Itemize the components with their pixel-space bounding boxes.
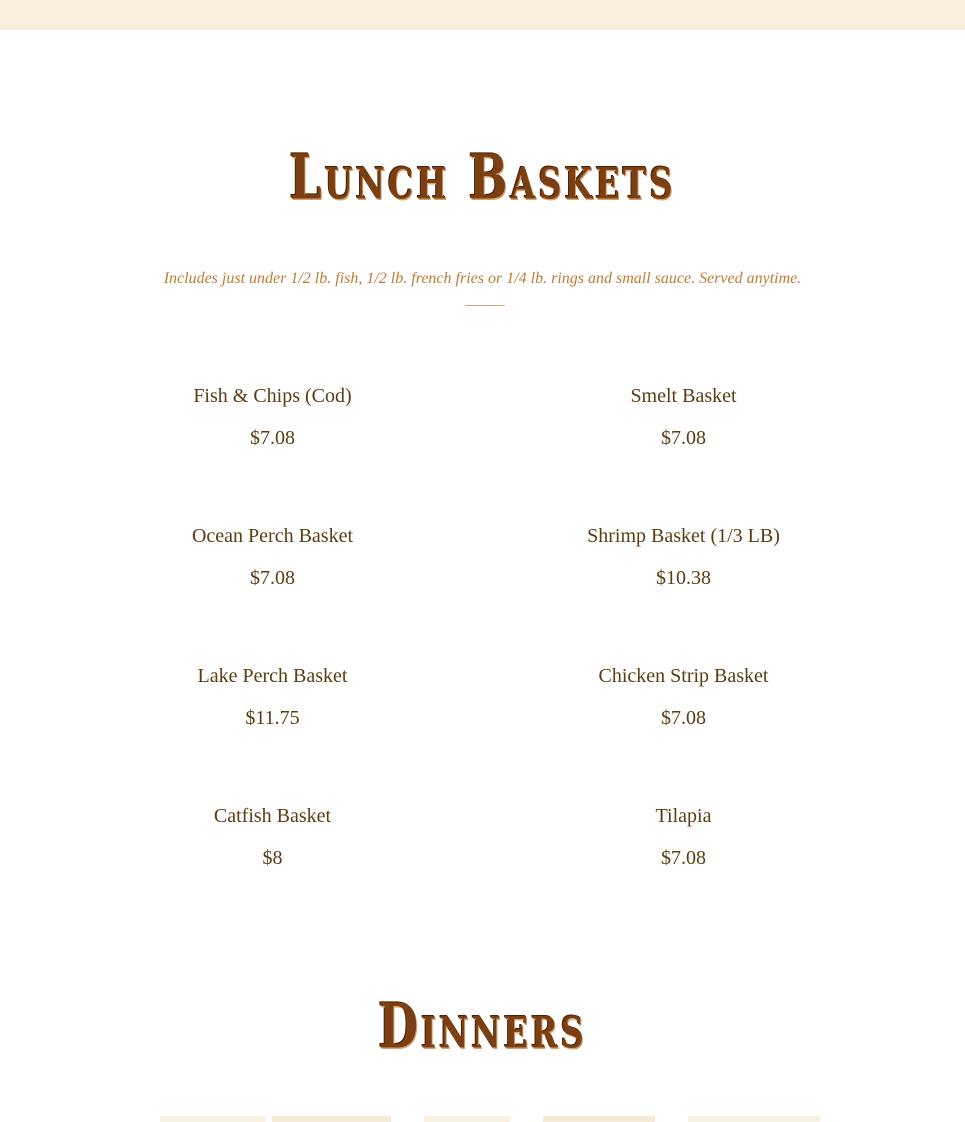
menu-item [67,523,478,663]
menu-item-name: Smelt Basket [630,385,737,407]
lunch-baskets-title: Lunch Baskets [289,140,676,214]
menu-item-price: $10.38 [656,567,711,589]
menu-item [478,383,889,523]
menu-item-price: $7.08 [661,847,706,869]
menu-item [67,663,478,803]
section-divider [465,305,505,306]
menu-item [67,803,478,943]
menu-item-name: Fish & Chips (Cod) [193,385,352,407]
menu-item-price: $7.08 [250,567,295,589]
menu-item-name: Ocean Perch Basket [191,525,354,547]
dinners-title: Dinners [378,989,587,1063]
menu-item-price: $11.75 [245,707,300,729]
menu-item-price: $7.08 [661,707,706,729]
menu-item [478,803,889,943]
dinners-preview-strip [160,1116,820,1122]
menu-item-name: Tilapia [655,805,712,827]
menu-item [478,663,889,803]
menu-item-price: $7.08 [250,427,295,449]
menu-item [67,383,478,523]
lunch-baskets-description: Includes just under 1/2 lb. fish, 1/2 lb. french fries or 1/4 lb. rings and small sauce. Served anytime. [163,270,802,287]
menu-item [478,523,889,663]
menu-item-name: Lake Perch Basket [197,665,348,687]
lunch-menu-grid [67,383,889,943]
menu-item-name: Catfish Basket [213,805,332,827]
menu-item-name: Shrimp Basket (1/3 LB) [587,525,780,547]
top-bar [0,0,965,30]
menu-item-price: $7.08 [661,427,706,449]
menu-item-name: Chicken Strip Basket [598,665,769,687]
menu-item-price: $8 [262,847,283,869]
